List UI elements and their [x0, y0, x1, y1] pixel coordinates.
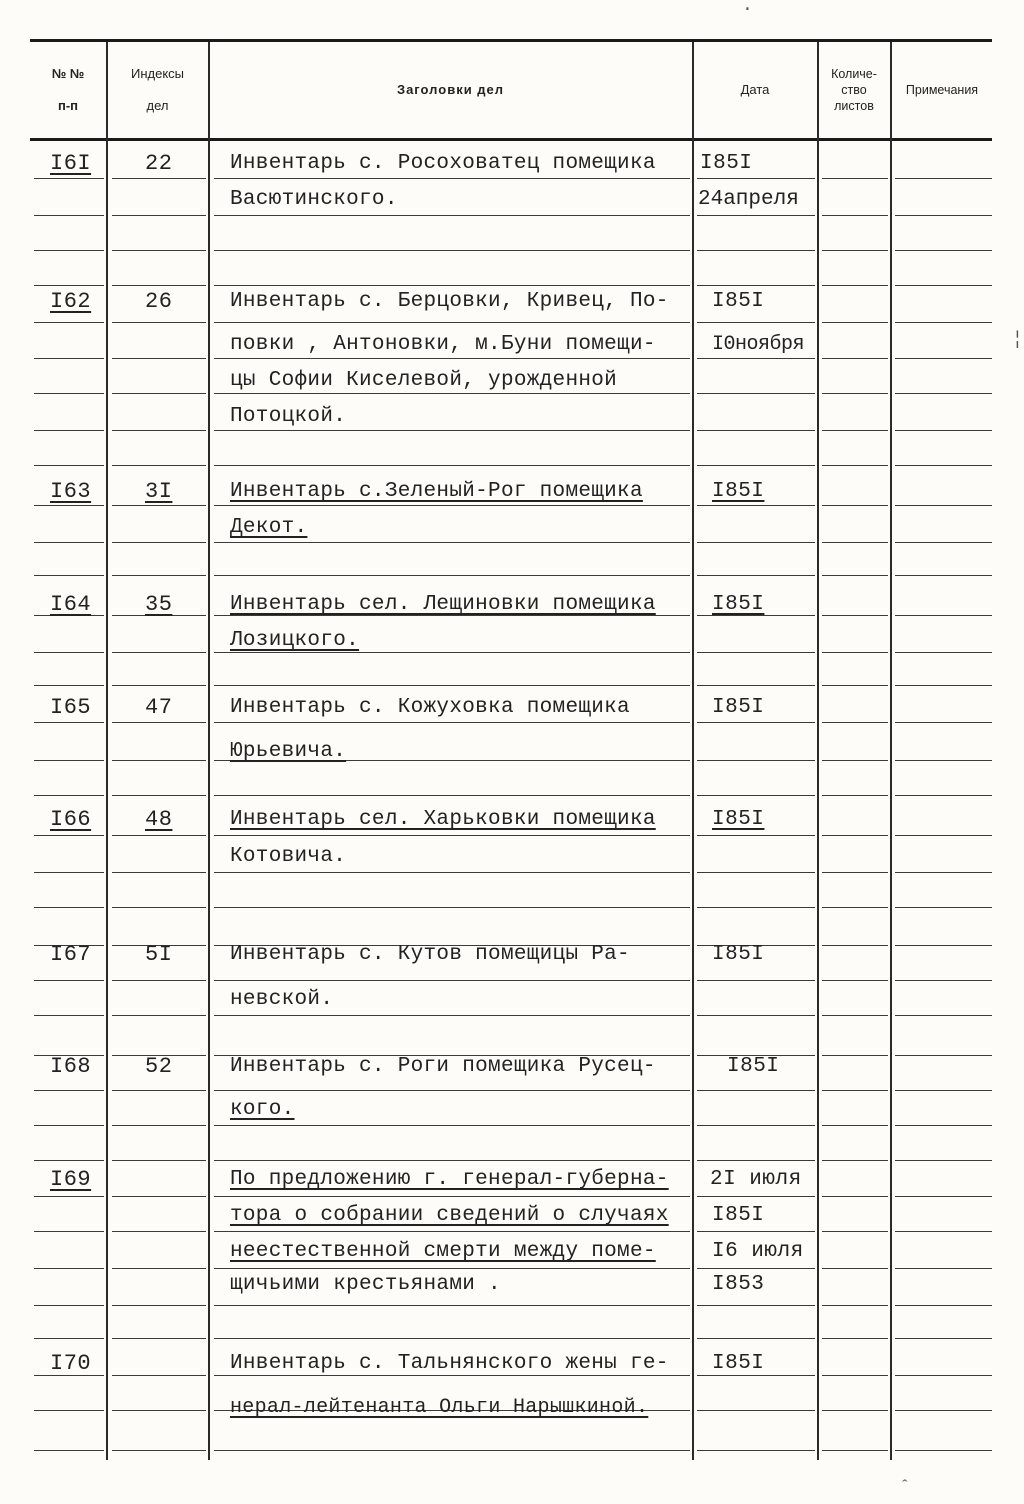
ruled-line — [214, 795, 690, 796]
ruled-line — [34, 575, 104, 576]
ruled-line — [697, 1231, 815, 1232]
row-number: I66 — [50, 807, 92, 832]
ruled-line — [895, 872, 992, 873]
ruled-line — [697, 907, 815, 908]
ruled-line — [112, 575, 206, 576]
ruled-line — [34, 907, 104, 908]
ruled-line — [34, 652, 104, 653]
scan-mark: · — [742, 0, 753, 20]
header-number — [30, 42, 106, 138]
ruled-line — [214, 215, 690, 216]
row-number: I65 — [50, 695, 92, 720]
row-title-line: кого. — [230, 1098, 295, 1121]
row-index: 52 — [145, 1054, 173, 1079]
ruled-line — [895, 1160, 992, 1161]
ruled-line — [822, 1160, 888, 1161]
ruled-line — [214, 907, 690, 908]
row-title-line: Инвентарь сел. Лещиновки помещика — [230, 593, 656, 616]
ruled-line — [112, 1410, 206, 1411]
ruled-line — [112, 980, 206, 981]
ruled-line — [112, 1305, 206, 1306]
ruled-line — [822, 795, 888, 796]
header-count-line3: листов — [834, 99, 874, 113]
ruled-line — [214, 1450, 690, 1451]
row-title-line: Васютинского. — [230, 188, 398, 211]
row-title-line: Инвентарь с. Роги помещика Русец- — [230, 1055, 656, 1078]
ruled-line — [822, 542, 888, 543]
ruled-line — [895, 652, 992, 653]
ruled-line — [822, 1196, 888, 1197]
ruled-line — [214, 542, 690, 543]
ruled-line — [822, 722, 888, 723]
ruled-line — [214, 722, 690, 723]
row-title-line: Инвентарь с. Кожуховка помещика — [230, 696, 630, 719]
ruled-line — [34, 178, 104, 179]
ruled-line — [112, 1196, 206, 1197]
ruled-line — [214, 1015, 690, 1016]
row-date-line: 24апреля — [698, 188, 799, 211]
ruled-line — [822, 575, 888, 576]
ruled-line — [697, 1125, 815, 1126]
ruled-line — [697, 178, 815, 179]
row-number: I64 — [50, 592, 92, 617]
ruled-line — [34, 1410, 104, 1411]
row-index: 26 — [145, 289, 173, 314]
ruled-line — [895, 178, 992, 179]
ruled-line — [34, 835, 104, 836]
scan-mark: ˆ — [900, 1478, 910, 1496]
ruled-line — [34, 542, 104, 543]
ruled-line — [34, 795, 104, 796]
row-date-line: I6 июля — [712, 1240, 804, 1263]
ruled-line — [34, 1305, 104, 1306]
row-title-line: По предложению г. генерал-губерна- — [230, 1168, 669, 1191]
ruled-line — [822, 945, 888, 946]
ruled-line — [822, 615, 888, 616]
row-title-line: Инвентарь с. Кутов помещицы Ра- — [230, 943, 630, 966]
row-date-line: I85I — [712, 943, 765, 966]
ruled-line — [214, 393, 690, 394]
ruled-line — [822, 1305, 888, 1306]
ruled-line — [34, 872, 104, 873]
ruled-line — [697, 685, 815, 686]
ruled-line — [822, 872, 888, 873]
ruled-line — [214, 1305, 690, 1306]
ruled-line — [895, 1125, 992, 1126]
ruled-line — [34, 393, 104, 394]
ruled-line — [895, 795, 992, 796]
ruled-line — [697, 980, 815, 981]
row-date-line: 2I июля — [710, 1168, 802, 1191]
ruled-line — [214, 980, 690, 981]
ruled-line — [822, 1231, 888, 1232]
ruled-line — [214, 1090, 690, 1091]
row-number: I63 — [50, 479, 92, 504]
ruled-line — [112, 505, 206, 506]
row-index: 47 — [145, 695, 173, 720]
header-title: Заголовки дел — [396, 82, 505, 97]
ruled-line — [895, 465, 992, 466]
ruled-line — [822, 322, 888, 323]
ruled-line — [214, 1160, 690, 1161]
row-title-line: невской. — [230, 988, 334, 1011]
row-date-line: I85I — [712, 1204, 765, 1227]
ruled-line — [895, 542, 992, 543]
ruled-line — [34, 1160, 104, 1161]
ruled-line — [112, 393, 206, 394]
row-number: I69 — [50, 1167, 92, 1192]
column-divider-2 — [208, 42, 210, 1460]
ruled-line — [34, 760, 104, 761]
ruled-line — [34, 430, 104, 431]
ruled-line — [214, 1196, 690, 1197]
ruled-line — [822, 1055, 888, 1056]
row-title-line: цы Софии Киселевой, урожденной — [230, 369, 618, 392]
row-date-line: I85I — [712, 593, 765, 616]
ruled-line — [697, 358, 815, 359]
ruled-line — [34, 685, 104, 686]
column-divider-1 — [106, 42, 108, 1460]
ruled-line — [112, 1268, 206, 1269]
ruled-line — [112, 1450, 206, 1451]
ruled-line — [112, 1015, 206, 1016]
ruled-line — [895, 575, 992, 576]
row-title-line: Инвентарь с. Тальнянского жены ге- — [230, 1352, 669, 1375]
ruled-line — [214, 685, 690, 686]
ruled-line — [895, 907, 992, 908]
ruled-line — [697, 1196, 815, 1197]
ruled-line — [822, 1450, 888, 1451]
ruled-line — [895, 505, 992, 506]
ruled-line — [34, 1231, 104, 1232]
row-title-line: повки , Антоновки, м.Буни помещи- — [230, 333, 656, 356]
ruled-line — [895, 285, 992, 286]
row-date-line: I85I — [712, 696, 765, 719]
ruled-line — [214, 1268, 690, 1269]
ruled-line — [697, 760, 815, 761]
ruled-line — [895, 358, 992, 359]
ruled-line — [112, 1338, 206, 1339]
ruled-line — [697, 1090, 815, 1091]
ruled-line — [895, 1305, 992, 1306]
ruled-line — [697, 872, 815, 873]
ruled-line — [895, 1231, 992, 1232]
ruled-line — [112, 358, 206, 359]
header-count-line1: Количе- — [831, 67, 877, 81]
ruled-line — [697, 795, 815, 796]
ruled-line — [822, 393, 888, 394]
ruled-line — [34, 465, 104, 466]
ruled-line — [895, 615, 992, 616]
row-title-line: тора о собрании сведений о случаях — [230, 1204, 669, 1227]
ruled-line — [112, 178, 206, 179]
ruled-line — [822, 465, 888, 466]
ruled-line — [34, 722, 104, 723]
ruled-line — [822, 1410, 888, 1411]
ruled-line — [112, 215, 206, 216]
ruled-line — [112, 1125, 206, 1126]
header-count-line2: ство — [841, 83, 867, 97]
ruled-line — [822, 1090, 888, 1091]
ruled-line — [895, 835, 992, 836]
ruled-line — [822, 685, 888, 686]
ruled-line — [697, 1410, 815, 1411]
ruled-line — [112, 795, 206, 796]
ruled-line — [112, 907, 206, 908]
column-divider-5 — [890, 42, 892, 1460]
ruled-line — [112, 722, 206, 723]
ruled-line — [112, 1375, 206, 1376]
ruled-line — [34, 1015, 104, 1016]
ruled-line — [697, 430, 815, 431]
row-number: I70 — [50, 1351, 92, 1376]
ruled-line — [822, 760, 888, 761]
row-number: I62 — [50, 289, 92, 314]
ruled-line — [895, 1375, 992, 1376]
row-index: 48 — [145, 807, 173, 832]
ruled-line — [697, 1160, 815, 1161]
ruled-line — [214, 1125, 690, 1126]
row-date-line: I85I — [712, 480, 765, 503]
ruled-line — [34, 505, 104, 506]
ruled-line — [697, 285, 815, 286]
ruled-line — [697, 1268, 815, 1269]
ruled-line — [34, 1450, 104, 1451]
ruled-line — [697, 322, 815, 323]
ruled-line — [697, 1015, 815, 1016]
ruled-line — [697, 393, 815, 394]
ruled-line — [34, 1090, 104, 1091]
ruled-line — [822, 1268, 888, 1269]
ruled-line — [112, 1231, 206, 1232]
ruled-line — [895, 1055, 992, 1056]
ruled-line — [895, 1338, 992, 1339]
ruled-line — [697, 1450, 815, 1451]
ruled-line — [214, 465, 690, 466]
ruled-line — [895, 1196, 992, 1197]
row-title-line: Инвентарь с.Зеленый-Рог помещика — [230, 480, 643, 503]
ruled-line — [34, 1196, 104, 1197]
ruled-line — [214, 835, 690, 836]
ruled-line — [895, 1268, 992, 1269]
ruled-line — [214, 872, 690, 873]
ruled-line — [822, 358, 888, 359]
ruled-line — [214, 285, 690, 286]
row-number: I67 — [50, 942, 92, 967]
row-date-line: I853 — [712, 1273, 765, 1296]
ruled-line — [214, 1231, 690, 1232]
ruled-line — [697, 652, 815, 653]
ruled-line — [822, 430, 888, 431]
row-title-line: Юрьевича. — [230, 740, 347, 763]
ruled-line — [214, 505, 690, 506]
ruled-line — [822, 250, 888, 251]
ruled-line — [697, 1305, 815, 1306]
row-index: 22 — [145, 151, 173, 176]
header-bottom-rule — [30, 138, 992, 141]
row-index: 5I — [145, 942, 173, 967]
ruled-line — [697, 250, 815, 251]
ruled-line — [112, 835, 206, 836]
row-title-line: Лозицкого. — [230, 629, 360, 652]
ruled-line — [895, 1090, 992, 1091]
ruled-line — [697, 575, 815, 576]
ruled-line — [822, 1015, 888, 1016]
ruled-line — [34, 322, 104, 323]
ruled-line — [112, 1160, 206, 1161]
ruled-line — [895, 1450, 992, 1451]
ruled-line — [34, 215, 104, 216]
ruled-line — [895, 322, 992, 323]
ruled-line — [895, 430, 992, 431]
header-number-line1: № № — [51, 66, 85, 81]
ruled-line — [112, 1090, 206, 1091]
ruled-line — [822, 652, 888, 653]
header-number-line2: п-п — [57, 98, 79, 113]
ruled-line — [822, 178, 888, 179]
row-title-line: неестественной смерти между поме- — [230, 1240, 656, 1263]
ruled-line — [34, 1338, 104, 1339]
ruled-line — [895, 1410, 992, 1411]
ruled-line — [112, 542, 206, 543]
header-date: Дата — [740, 82, 770, 97]
ruled-line — [822, 1125, 888, 1126]
column-divider-3 — [692, 42, 694, 1460]
ruled-line — [895, 393, 992, 394]
ruled-line — [697, 835, 815, 836]
scan-mark: ¦ — [1012, 330, 1023, 350]
row-title-line: Котовича. — [230, 845, 347, 868]
row-date-line: I85I — [712, 1352, 765, 1375]
ruled-line — [895, 250, 992, 251]
row-number: I6I — [50, 151, 92, 176]
ruled-line — [112, 872, 206, 873]
ruled-line — [112, 322, 206, 323]
ruled-line — [214, 178, 690, 179]
ruled-line — [895, 722, 992, 723]
ruled-line — [895, 945, 992, 946]
ruled-line — [214, 430, 690, 431]
row-title-line: Потоцкой. — [230, 405, 347, 428]
ruled-line — [34, 1268, 104, 1269]
row-title-line: нерал-лейтенанта Ольги Нарышкиной. — [230, 1396, 649, 1419]
ruled-line — [697, 1338, 815, 1339]
ruled-line — [822, 505, 888, 506]
ruled-line — [112, 465, 206, 466]
row-title-line: Декот. — [230, 516, 308, 539]
ruled-line — [112, 685, 206, 686]
ruled-line — [214, 1338, 690, 1339]
ruled-line — [112, 250, 206, 251]
ruled-line — [895, 1015, 992, 1016]
header-index-line1: Индексы — [130, 66, 184, 81]
ruled-line — [34, 250, 104, 251]
row-title-line: Инвентарь с. Росоховатец помещика — [230, 152, 656, 175]
ruled-line — [34, 285, 104, 286]
header-notes: Примечания — [905, 83, 979, 97]
ruled-line — [34, 358, 104, 359]
ruled-line — [112, 285, 206, 286]
ruled-line — [895, 980, 992, 981]
ruled-line — [895, 685, 992, 686]
header-index-line2: дел — [146, 98, 169, 113]
ruled-line — [214, 322, 690, 323]
ruled-line — [822, 1338, 888, 1339]
row-date-line: I85I — [712, 808, 765, 831]
ruled-line — [822, 1375, 888, 1376]
row-title-line: Инвентарь с. Берцовки, Кривец, По- — [230, 290, 669, 313]
ruled-line — [895, 215, 992, 216]
column-divider-4 — [817, 42, 819, 1460]
row-date-line: I85I — [700, 152, 753, 175]
ruled-line — [822, 215, 888, 216]
row-number: I68 — [50, 1054, 92, 1079]
ruled-line — [697, 505, 815, 506]
ruled-line — [34, 1125, 104, 1126]
ruled-line — [112, 760, 206, 761]
ruled-line — [214, 250, 690, 251]
ruled-line — [214, 575, 690, 576]
ruled-line — [697, 542, 815, 543]
row-date-line: I0ноября — [712, 333, 805, 356]
header-sheet-count — [818, 42, 890, 138]
ruled-line — [697, 465, 815, 466]
ruled-line — [822, 285, 888, 286]
row-index: 3I — [145, 479, 173, 504]
ruled-line — [214, 358, 690, 359]
ruled-line — [697, 215, 815, 216]
ruled-line — [895, 760, 992, 761]
header-index — [107, 42, 208, 138]
row-index: 35 — [145, 592, 173, 617]
ruled-line — [822, 835, 888, 836]
row-date-line: I85I — [712, 290, 765, 313]
ruled-line — [112, 652, 206, 653]
row-date-line: I85I — [727, 1055, 780, 1078]
ruled-line — [112, 430, 206, 431]
ruled-line — [34, 980, 104, 981]
ruled-line — [822, 907, 888, 908]
ruled-line — [697, 722, 815, 723]
row-title-line: Инвентарь сел. Харьковки помещика — [230, 808, 656, 831]
row-title-line: щичьими крестьянами . — [230, 1273, 501, 1296]
ruled-line — [822, 980, 888, 981]
